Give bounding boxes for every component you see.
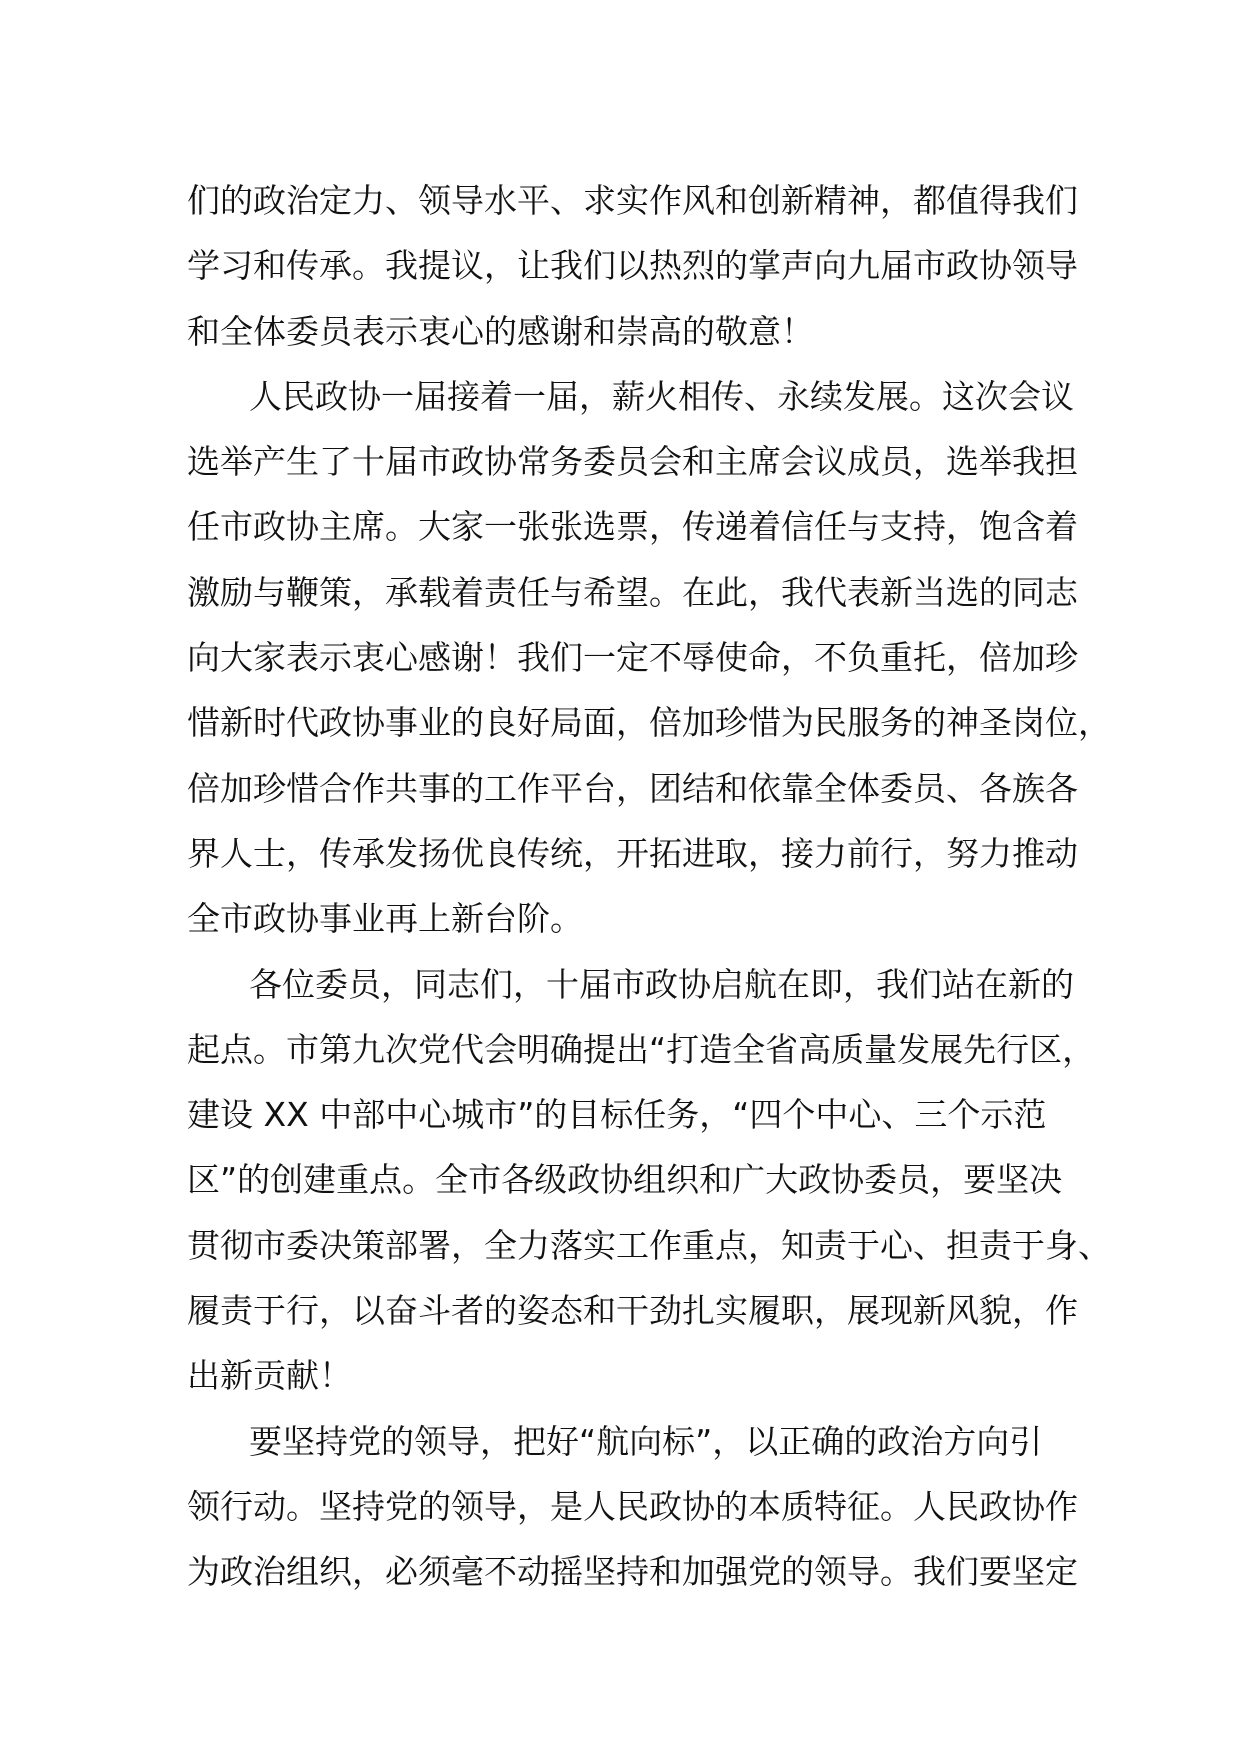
text-line-17: 贯彻市委决策部署，全力落实工作重点，知责于心、担责于身、: [187, 1225, 1111, 1265]
text-line-8: 向大家表示衷心感谢！我们一定不辱使命，不负重托，倍加珍: [187, 638, 1078, 678]
text-line-19: 出新贡献！: [187, 1356, 352, 1396]
text-line-3: 和全体委员表示衷心的感谢和崇高的敬意！: [187, 311, 814, 351]
text-line-10: 倍加珍惜合作共事的工作平台，团结和依靠全体委员、各族各: [187, 768, 1078, 808]
text-line-20: 要坚持党的领导，把好“航向标”，以正确的政治方向引: [249, 1421, 1043, 1461]
document-body: [187, 168, 1111, 1605]
text-line-5: 选举产生了十届市政协常务委员会和主席会议成员，选举我担: [187, 442, 1078, 482]
text-line-22: 为政治组织，必须毫不动摇坚持和加强党的领导。我们要坚定: [187, 1552, 1078, 1592]
text-line-9: 惜新时代政协事业的良好局面，倍加珍惜为民服务的神圣岗位，: [187, 703, 1111, 743]
text-line-18: 履责于行，以奋斗者的姿态和干劲扎实履职，展现新风貌，作: [187, 1291, 1078, 1331]
text-line-4: 人民政协一届接着一届，薪火相传、永续发展。这次会议: [249, 376, 1074, 416]
text-line-14: 起点。市第九次党代会明确提出“打造全省高质量发展先行区，: [187, 1029, 1096, 1069]
text-line-16: 区”的创建重点。全市各级政协组织和广大政协委员，要坚决: [187, 1160, 1063, 1200]
text-line-13: 各位委员，同志们，十届市政协启航在即，我们站在新的: [249, 964, 1074, 1004]
text-line-7: 激励与鞭策，承载着责任与希望。在此，我代表新当选的同志: [187, 572, 1078, 612]
text-line-11: 界人士，传承发扬优良传统，开拓进取，接力前行，努力推动: [187, 833, 1078, 873]
text-line-15: 建设 XX 中部中心城市”的目标任务，“四个中心、三个示范: [187, 1095, 1047, 1135]
text-line-12: 全市政协事业再上新台阶。: [187, 899, 583, 939]
text-line-2: 学习和传承。我提议，让我们以热烈的掌声向九届市政协领导: [187, 246, 1078, 286]
text-line-21: 领行动。坚持党的领导，是人民政协的本质特征。人民政协作: [187, 1486, 1078, 1526]
text-line-6: 任市政协主席。大家一张张选票，传递着信任与支持，饱含着: [187, 507, 1078, 547]
text-line-1: 们的政治定力、领导水平、求实作风和创新精神，都值得我们: [187, 181, 1078, 220]
